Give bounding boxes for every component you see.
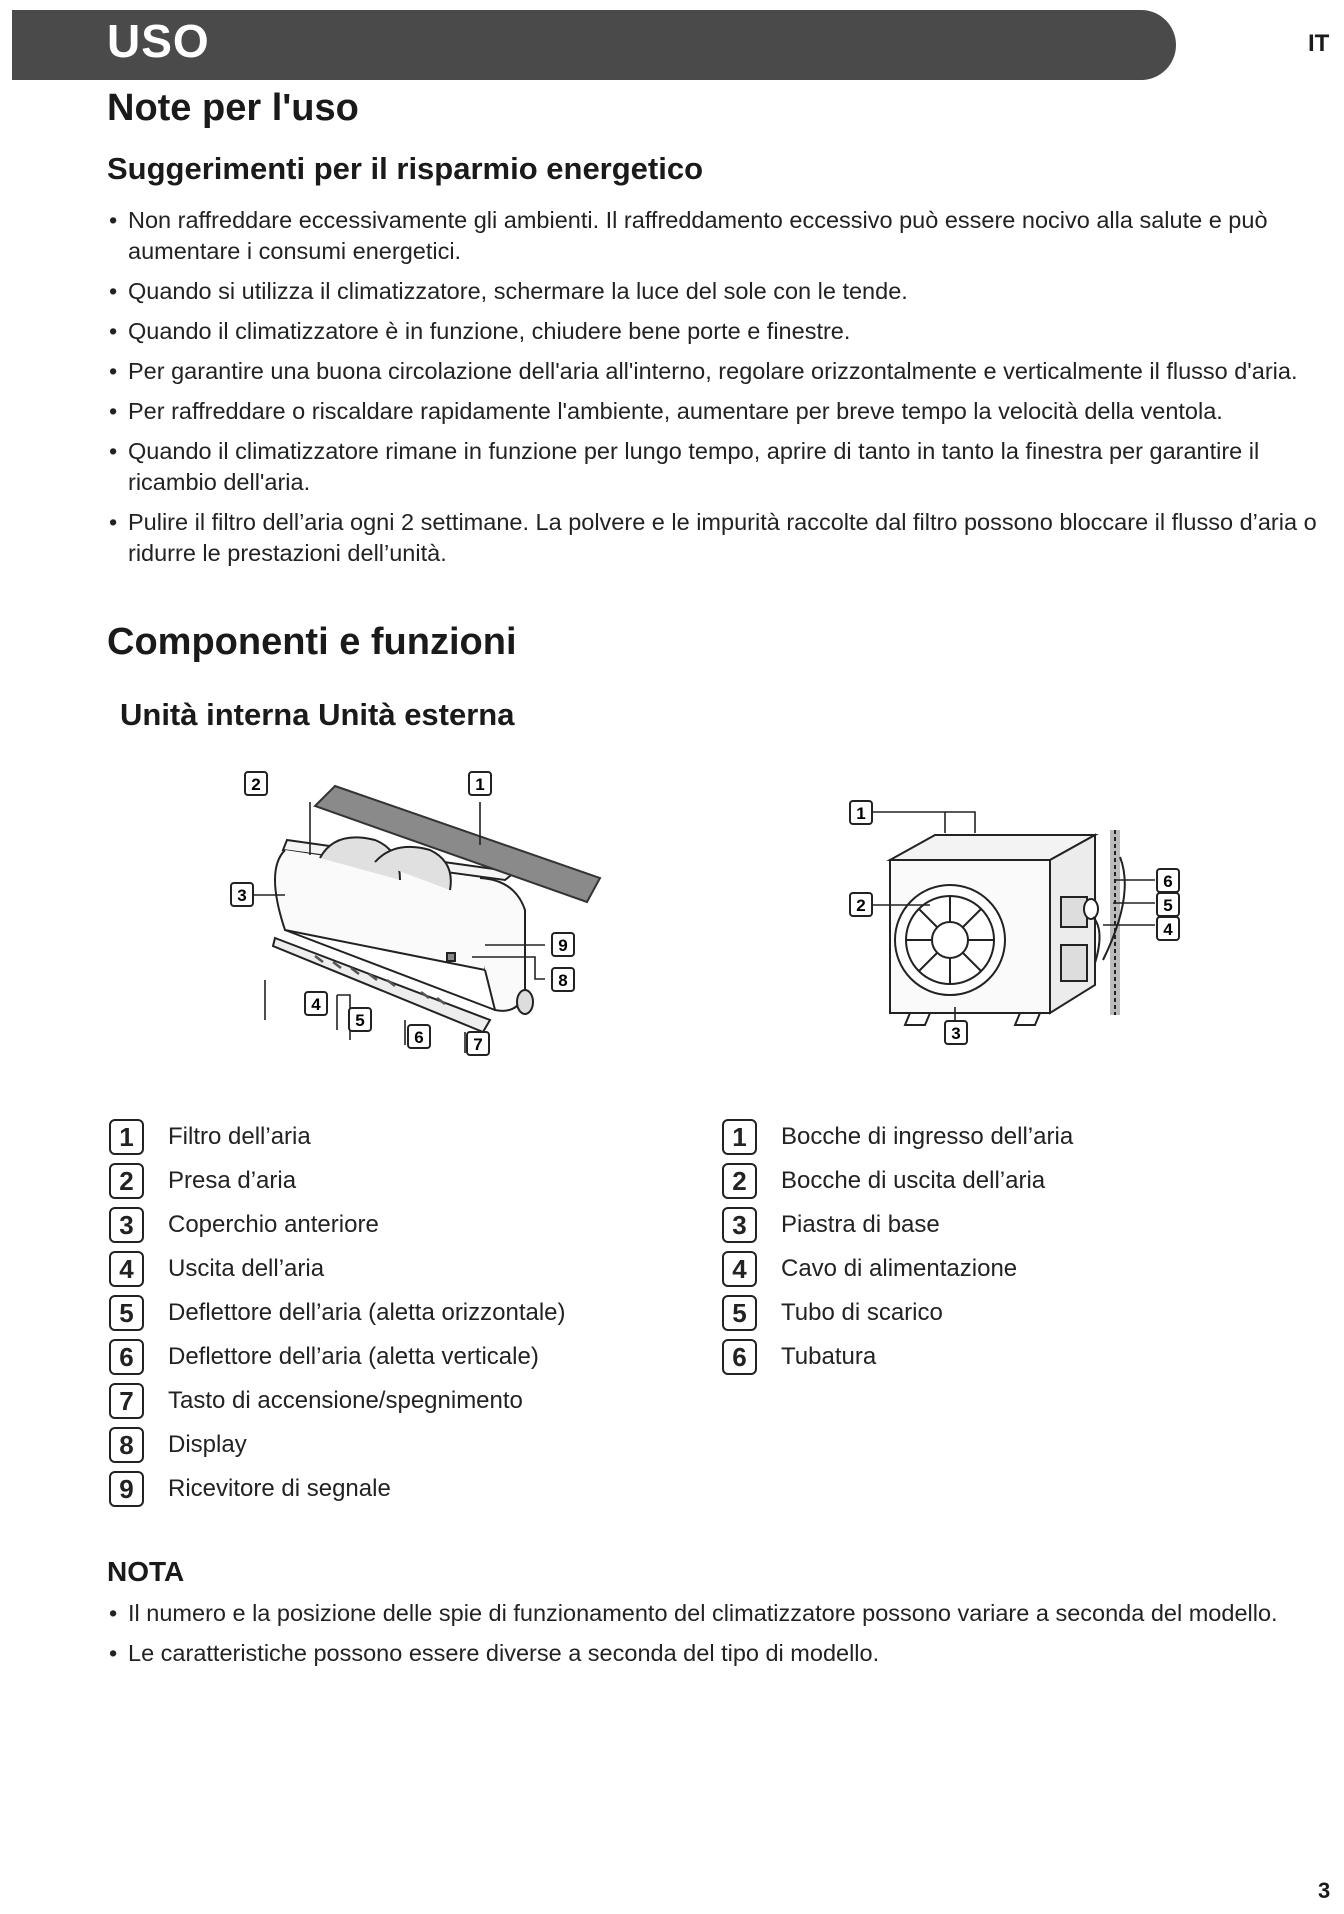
nota-title: NOTA [107, 1556, 185, 1587]
legend-item [107, 1203, 566, 1247]
legend-item [720, 1247, 1073, 1291]
number-badge: 7 [109, 1383, 144, 1419]
components-title: Componenti e funzioni [107, 621, 517, 663]
number-badge: 2 [722, 1163, 757, 1199]
legend-label: Cavo di alimentazione [781, 1255, 1018, 1282]
outdoor-callout-3: 3 [951, 1024, 961, 1043]
indoor-callout-6: 6 [414, 1028, 424, 1047]
legend-label: Ricevitore di segnale [168, 1475, 391, 1502]
outdoor-callout-2: 2 [856, 896, 866, 915]
outdoor-unit-diagram [835, 785, 1220, 1045]
outdoor-callout-4: 4 [1163, 920, 1173, 939]
indoor-callout-8: 8 [558, 971, 568, 990]
legend-item [107, 1247, 566, 1291]
legend-label: Piastra di base [781, 1211, 940, 1238]
page-number: 3 [1318, 1878, 1331, 1903]
number-badge: 3 [109, 1207, 144, 1243]
tip-item: • Non raffreddare eccessivamente gli ambienti. Il raffreddamento eccessivo può essere nocivo alla salute e può aumentare i consumi energetici. [107, 205, 1337, 267]
tip-item: • Pulire il filtro dell’aria ogni 2 settimane. La polvere e le impurità raccolte dal filtro possono bloccare il flusso d’aria o ridurre le prestazioni dell’unità. [107, 507, 1337, 569]
section-title: USO [107, 15, 210, 67]
number-badge: 4 [109, 1251, 144, 1287]
legend-label: Bocche di ingresso dell’aria [781, 1123, 1074, 1150]
legend-item [720, 1335, 1073, 1379]
number-badge: 5 [109, 1295, 144, 1331]
indoor-callout-5: 5 [355, 1011, 365, 1030]
legend-label: Filtro dell’aria [168, 1123, 311, 1150]
language-tag: IT [1308, 30, 1330, 57]
legend-label: Coperchio anteriore [168, 1211, 379, 1238]
number-badge: 2 [109, 1163, 144, 1199]
tip-item: • Quando si utilizza il climatizzatore, schermare la luce del sole con le tende. [107, 276, 1337, 307]
legend-item [107, 1115, 566, 1159]
indoor-callout-1: 1 [475, 775, 485, 794]
outdoor-parts-legend [720, 1115, 1073, 1379]
energy-tips-list [107, 205, 1337, 578]
legend-label: Uscita dell’aria [168, 1255, 325, 1282]
tip-item: • Quando il climatizzatore rimane in funzione per lungo tempo, aprire di tanto in tanto la finestra per garantire il ricambio dell'aria. [107, 436, 1337, 498]
legend-label: Display [168, 1431, 247, 1458]
number-badge: 8 [109, 1427, 144, 1463]
indoor-callout-9: 9 [558, 936, 568, 955]
number-badge: 3 [722, 1207, 757, 1243]
legend-item [720, 1291, 1073, 1335]
number-badge: 1 [722, 1119, 757, 1155]
legend-item [107, 1159, 566, 1203]
number-badge: 6 [722, 1339, 757, 1375]
number-badge: 6 [109, 1339, 144, 1375]
legend-label: Tubo di scarico [781, 1299, 943, 1326]
number-badge: 4 [722, 1251, 757, 1287]
legend-item [720, 1159, 1073, 1203]
outdoor-callout-1: 1 [856, 804, 866, 823]
tip-item: • Per raffreddare o riscaldare rapidamente l'ambiente, aumentare per breve tempo la velocità della ventola. [107, 396, 1337, 427]
legend-label: Tubatura [781, 1343, 877, 1370]
legend-label: Deflettore dell’aria (aletta verticale) [168, 1343, 539, 1370]
tip-item: • Quando il climatizzatore è in funzione, chiudere bene porte e finestre. [107, 316, 1337, 347]
indoor-callout-3: 3 [237, 886, 247, 905]
units-subtitle: Unità interna Unità esterna [120, 697, 515, 732]
legend-item [107, 1379, 566, 1423]
nota-list [107, 1598, 1337, 1678]
number-badge: 1 [109, 1119, 144, 1155]
indoor-callout-4: 4 [311, 995, 321, 1014]
legend-item [107, 1467, 566, 1511]
nota-item: • Le caratteristiche possono essere diverse a seconda del tipo di modello. [107, 1638, 1337, 1669]
legend-item [720, 1203, 1073, 1247]
outdoor-callout-5: 5 [1163, 896, 1173, 915]
legend-label: Bocche di uscita dell’aria [781, 1167, 1046, 1194]
legend-item [720, 1115, 1073, 1159]
legend-label: Tasto di accensione/spegnimento [168, 1387, 523, 1414]
indoor-callout-2: 2 [251, 775, 261, 794]
indoor-parts-legend [107, 1115, 566, 1511]
legend-label: Deflettore dell’aria (aletta orizzontale) [168, 1299, 566, 1326]
legend-label: Presa d’aria [168, 1167, 297, 1194]
tip-item: • Per garantire una buona circolazione dell'aria all'interno, regolare orizzontalmente e verticalmente il flusso d'aria. [107, 356, 1337, 387]
nota-item: • Il numero e la posizione delle spie di funzionamento del climatizzatore possono variare a seconda del modello. [107, 1598, 1337, 1629]
energy-tips-title: Suggerimenti per il risparmio energetico [107, 151, 704, 186]
indoor-callout-7: 7 [473, 1035, 483, 1054]
number-badge: 5 [722, 1295, 757, 1331]
outdoor-callout-6: 6 [1163, 872, 1173, 891]
legend-item [107, 1423, 566, 1467]
notes-title: Note per l'uso [107, 87, 359, 129]
legend-item [107, 1335, 566, 1379]
legend-item [107, 1291, 566, 1335]
indoor-unit-diagram [225, 770, 615, 1070]
number-badge: 9 [109, 1471, 144, 1507]
